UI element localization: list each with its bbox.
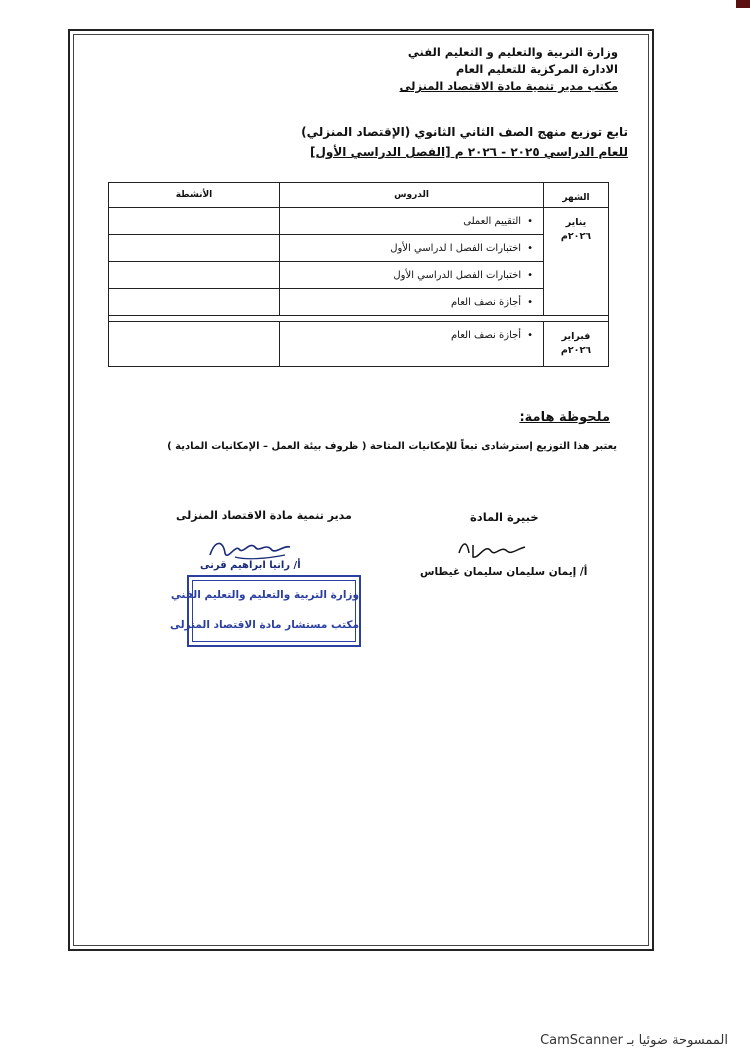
month-year: ٢٠٢٦م	[560, 345, 592, 356]
expert-name: أ/ إيمان سليمان سليمان غيطاس	[420, 566, 588, 578]
stamp-line-1: وزارة التربية والتعليم والتعليم الفني	[170, 589, 359, 601]
month-cell	[544, 322, 609, 367]
bullet-icon: •	[527, 269, 533, 281]
lesson-cell	[280, 208, 544, 235]
header-activity: الأنشطة	[109, 183, 280, 208]
title-line-2: للعام الدراسي ٢٠٢٥ - ٢٠٢٦ م [الفصل الدراسي الأول]	[310, 145, 628, 159]
activity-cell	[109, 208, 280, 235]
bullet-icon: •	[527, 296, 533, 308]
director-title: مدير تنمية مادة الاقتصاد المنزلى	[176, 509, 352, 522]
lesson-cell	[280, 289, 544, 316]
activity-cell	[109, 289, 280, 316]
table-row	[109, 235, 609, 262]
lesson-text: أجازة نصف العام	[450, 296, 522, 308]
ministry-header	[400, 44, 619, 95]
month-name: يناير	[565, 217, 587, 228]
official-stamp	[169, 575, 361, 647]
header-ministry: وزارة التربية والتعليم و التعليم الفني	[407, 45, 618, 59]
corner-mark	[736, 0, 750, 8]
title-line-1: تابع توزيع منهج الصف الثاني الثانوي (الإقتصاد المنزلي)	[301, 125, 628, 139]
table-row	[109, 262, 609, 289]
expert-title: خبيرة المادة	[470, 510, 539, 524]
page-border-inner	[73, 34, 649, 946]
activity-cell	[109, 322, 280, 367]
table-row	[109, 208, 609, 235]
header-lessons: الدروس	[280, 183, 544, 208]
lesson-text: اختبارات الفصل الدراسي الأول	[393, 269, 522, 281]
header-month: الشهر	[544, 183, 609, 208]
document-title	[228, 122, 628, 162]
lesson-cell	[280, 235, 544, 262]
lesson-text: اختبارات الفصل ا لدراسي الأول	[390, 242, 522, 254]
lesson-text: أجازة نصف العام	[450, 330, 522, 341]
month-cell	[544, 208, 609, 316]
header-administration: الادارة المركزية للتعليم العام	[455, 62, 618, 76]
stamp-line-2: مكتب مستشار مادة الاقتصاد المنزلى	[169, 619, 359, 631]
director-name: أ/ رانيا ابراهيم قرنى	[200, 560, 301, 571]
lesson-text: التقييم العملى	[463, 215, 522, 227]
lesson-cell	[280, 322, 544, 367]
table-header-row	[109, 183, 609, 208]
lesson-cell	[280, 262, 544, 289]
month-name: فبراير	[561, 331, 591, 342]
activity-cell	[109, 235, 280, 262]
month-year: ٢٠٢٦م	[560, 231, 592, 242]
table-row	[109, 322, 609, 367]
camscanner-footer: الممسوحة ضوئيا بـ CamScanner	[540, 1033, 728, 1048]
header-office: مكتب مدير تنمية مادة الاقتصاد المنزلى	[399, 79, 618, 93]
bullet-icon: •	[527, 330, 533, 341]
table-row	[109, 289, 609, 316]
activity-cell	[109, 262, 280, 289]
bullet-icon: •	[527, 242, 533, 254]
note-text: يعتبر هذا التوزيع إسترشادى تبعاً للإمكانيات المتاحة ( ظروف بيئة العمل – الإمكانيات المادية )	[167, 441, 617, 452]
expert-handwritten-signature	[455, 535, 530, 563]
note-title: ملحوظة هامة:	[519, 410, 610, 425]
bullet-icon: •	[527, 215, 533, 227]
curriculum-table	[108, 182, 609, 367]
